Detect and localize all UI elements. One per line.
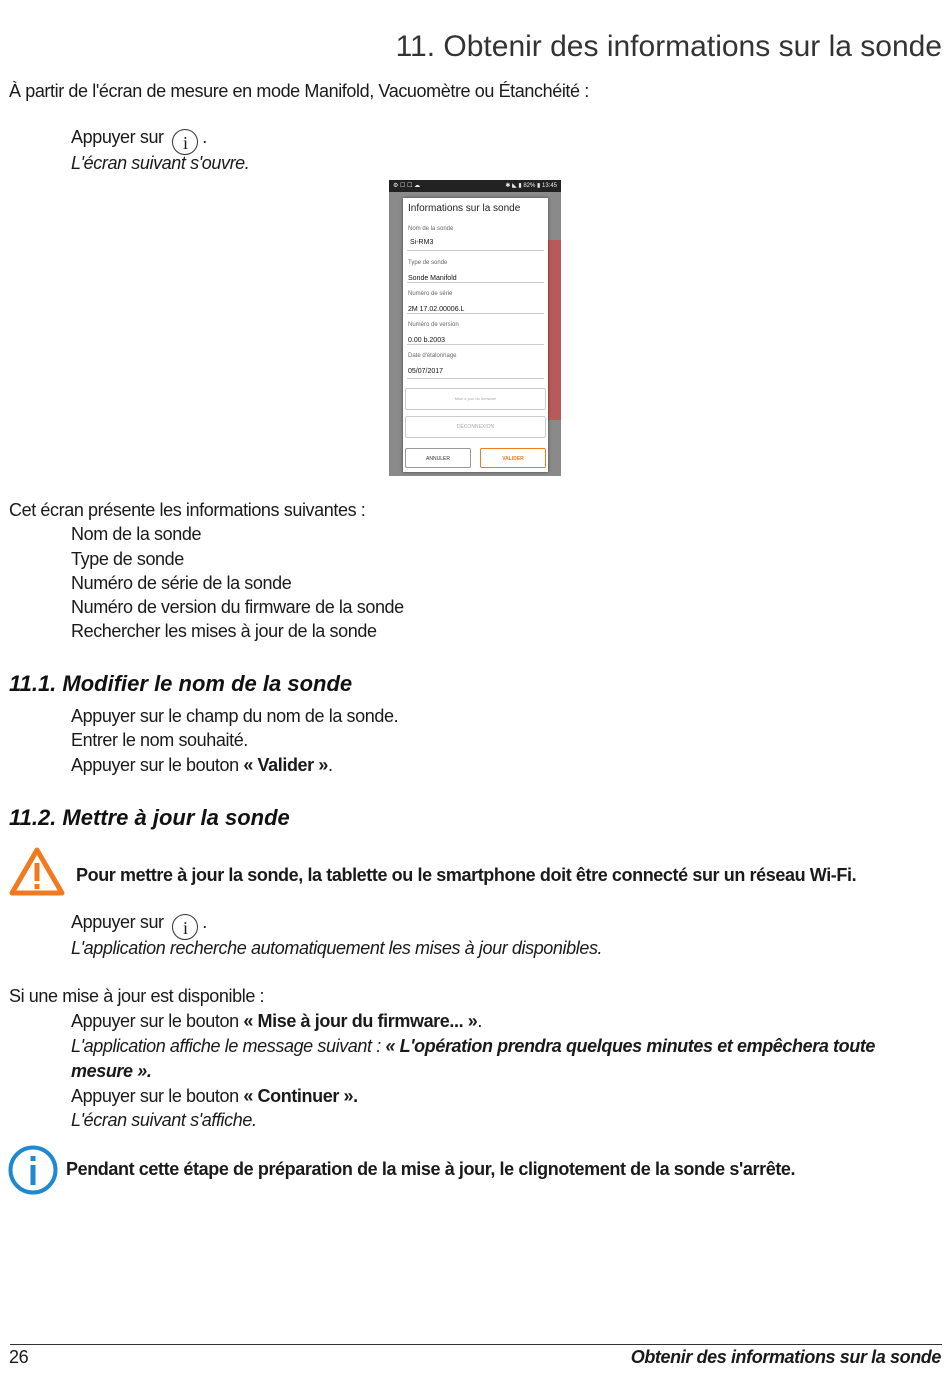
step-prefix: Appuyer sur le bouton <box>71 1086 239 1106</box>
disconnect-button[interactable]: DÉCONNEXION <box>405 416 546 438</box>
divider <box>407 378 544 379</box>
button-name: « Mise à jour du firmware... » <box>243 1011 478 1031</box>
button-name: « Continuer ». <box>243 1086 358 1106</box>
message-text-cont: mesure ». <box>71 1061 152 1081</box>
list-item: Rechercher les mises à jour de la sonde <box>71 621 377 641</box>
section-heading: 11.2. Mettre à jour la sonde <box>9 805 290 830</box>
field-label: Type de sonde <box>408 260 448 266</box>
field-label: Numéro de série <box>408 291 453 297</box>
list-item: Type de sonde <box>71 549 184 569</box>
field-label: Numéro de version <box>408 322 459 328</box>
step-result: L'écran suivant s'affiche. <box>71 1110 257 1130</box>
step-validate <box>71 755 333 776</box>
list-item: Nom de la sonde <box>71 524 202 544</box>
validate-button[interactable]: VALIDER <box>480 448 546 468</box>
step-result: L'application recherche automatiquement les mises à jour disponibles. <box>71 938 603 958</box>
info-list-intro: Cet écran présente les informations suivantes : <box>9 500 366 520</box>
status-bar <box>389 180 561 192</box>
step: Entrer le nom souhaité. <box>71 730 248 750</box>
button-name: « Valider » <box>243 755 328 775</box>
phone-screenshot <box>389 180 561 476</box>
status-icons-right: ✱ ◣ ▮ 82% ▮ 13:45 <box>505 183 557 189</box>
warning-text: Pour mettre à jour la sonde, la tablette ou le smartphone doit être connecté sur un réseau Wi-Fi. <box>76 865 857 885</box>
step: Appuyer sur le champ du nom de la sonde. <box>71 706 399 726</box>
step-prefix: Appuyer sur <box>71 912 164 932</box>
field-label: Nom de la sonde <box>408 226 454 232</box>
list-item: Numéro de version du firmware de la sonde <box>71 597 404 617</box>
divider <box>407 344 544 345</box>
message-prefix: L'application affiche le message suivant : <box>71 1036 381 1056</box>
footer-title: Obtenir des informations sur la sonde <box>630 1347 941 1367</box>
step-tap-info <box>71 127 207 155</box>
note-text: Pendant cette étape de préparation de la mise à jour, le clignotement de la sonde s'arrête. <box>66 1159 796 1179</box>
warning-icon <box>8 846 66 898</box>
field-value: 05/07/2017 <box>408 368 444 375</box>
dialog-title: Informations sur la sonde <box>408 203 521 214</box>
step-prefix: Appuyer sur le bouton <box>71 1011 239 1031</box>
probe-info-dialog <box>403 198 548 472</box>
divider <box>407 282 544 283</box>
status-icons-left: ⚙ ☐ ☐ ☁ <box>393 183 421 189</box>
divider <box>407 250 544 251</box>
field-value: 0.00 b.2003 <box>408 337 445 344</box>
info-icon: i <box>172 914 198 940</box>
step-prefix: Appuyer sur <box>71 127 164 147</box>
intro-text: À partir de l'écran de mesure en mode Manifold, Vacuomètre ou Étanchéité : <box>9 81 589 101</box>
step-suffix: . <box>202 127 207 147</box>
page-number: 26 <box>9 1347 29 1367</box>
step-tap-info <box>71 912 207 940</box>
divider <box>407 313 544 314</box>
condition-text: Si une mise à jour est disponible : <box>9 986 265 1006</box>
step-firmware <box>71 1011 482 1032</box>
step-prefix: Appuyer sur le bouton <box>71 755 239 775</box>
field-value: Sonde Manifold <box>408 275 457 282</box>
info-circle-icon <box>7 1144 59 1196</box>
step-suffix: . <box>477 1011 483 1031</box>
list-item: Numéro de série de la sonde <box>71 573 292 593</box>
field-label: Date d'étalonnage <box>408 353 457 359</box>
field-value: 2M 17.02.00006.L <box>408 306 465 313</box>
message-line <box>71 1036 875 1057</box>
section-heading: 11.1. Modifier le nom de la sonde <box>9 671 353 696</box>
probe-name-field[interactable]: Si-RM3 <box>410 239 434 246</box>
step-suffix: . <box>202 912 207 932</box>
step-result: L'écran suivant s'ouvre. <box>71 153 250 173</box>
info-icon: i <box>172 129 198 155</box>
step-suffix: . <box>328 755 333 775</box>
footer-divider <box>10 1344 942 1345</box>
message-text: « L'opération prendra quelques minutes et empêchera toute <box>385 1036 876 1056</box>
firmware-update-button[interactable]: Mise à jour du firmware <box>405 388 546 410</box>
step-continue <box>71 1086 358 1107</box>
cancel-button[interactable]: ANNULER <box>405 448 471 468</box>
page-title: 11. Obtenir des informations sur la sonde <box>395 30 942 63</box>
